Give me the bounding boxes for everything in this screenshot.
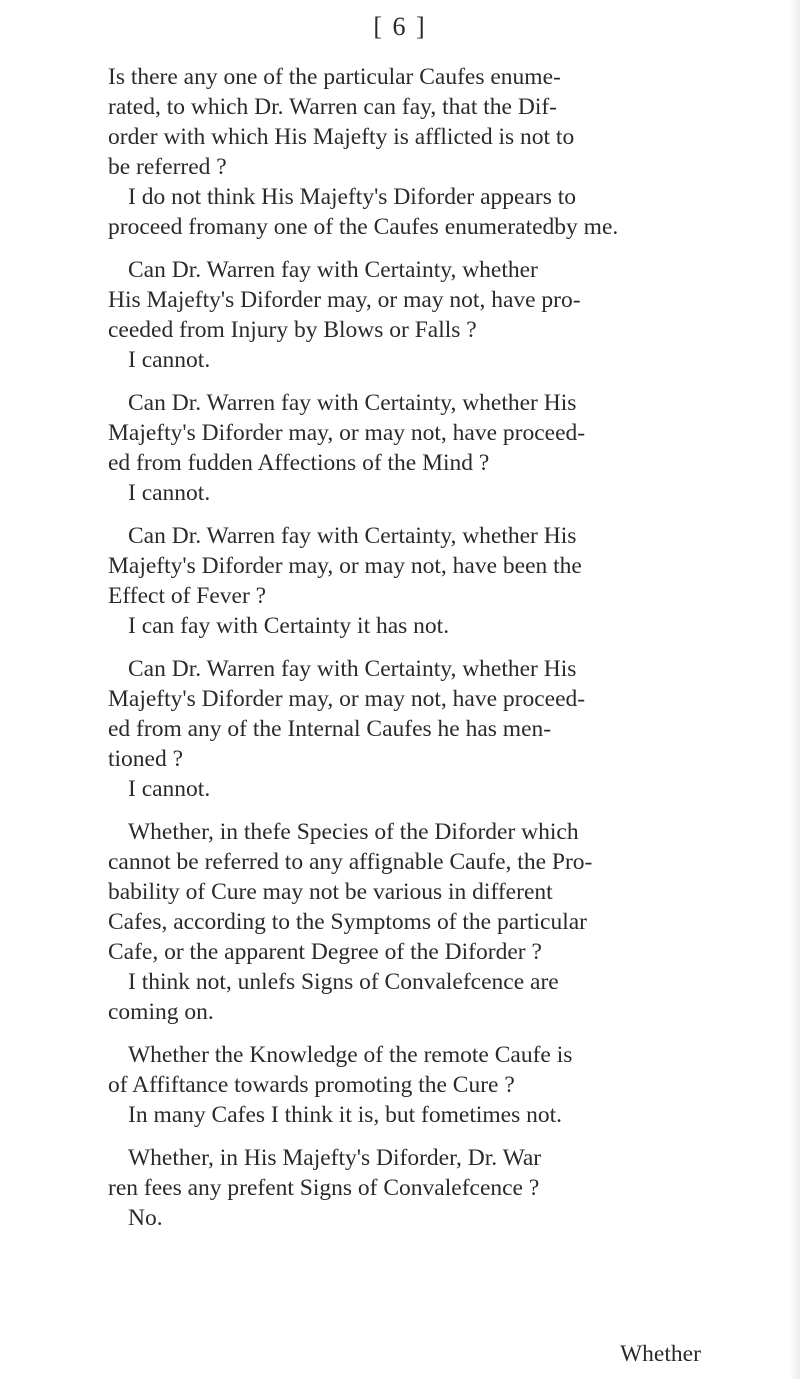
- paragraph-gap: [108, 1130, 708, 1143]
- answer-line: coming on.: [108, 999, 214, 1025]
- question-line: bability of Cure may not be various in different: [108, 879, 553, 905]
- question-line: Can Dr. Warren fay with Certainty, whether His: [128, 523, 577, 549]
- question-line: Can Dr. Warren fay with Certainty, whether: [128, 257, 538, 283]
- qa-paragraph: [108, 654, 708, 804]
- question-line: ceeded from Injury by Blows or Falls ?: [108, 317, 477, 343]
- question-line: Majefty's Diforder may, or may not, have been the: [108, 553, 582, 579]
- qa-paragraph: [108, 1040, 708, 1130]
- paragraph-gap: [108, 641, 708, 654]
- question-line: Whether the Knowledge of the remote Caufe is: [128, 1042, 573, 1068]
- paragraph-gap: [108, 375, 708, 388]
- question-line: cannot be referred to any affignable Caufe, the Pro-: [108, 849, 593, 875]
- question-line: Cafe, or the apparent Degree of the Diforder ?: [108, 939, 542, 965]
- text-block: [108, 62, 708, 1233]
- question-line: ren fees any prefent Signs of Convalefcence ?: [108, 1175, 540, 1201]
- question-line: Whether, in His Majefty's Diforder, Dr. War: [128, 1145, 542, 1171]
- page-edge-shadow: [790, 0, 800, 1379]
- question-line: Cafes, according to the Symptoms of the particular: [108, 909, 588, 935]
- answer-line: I cannot.: [128, 480, 211, 506]
- question-line: Is there any one of the particular Caufes enume-: [108, 64, 561, 90]
- qa-paragraph: [108, 521, 708, 641]
- answer-line: I do not think His Majefty's Diforder appears to: [128, 184, 577, 210]
- question-line: ed from fudden Affections of the Mind ?: [108, 450, 490, 476]
- question-line: Majefty's Diforder may, or may not, have proceed-: [108, 420, 586, 446]
- answer-line: I think not, unlefs Signs of Convalefcence are: [128, 969, 559, 995]
- question-line: Whether, in thefe Species of the Diforder which: [128, 819, 579, 845]
- question-line: of Affiftance towards promoting the Cure ?: [108, 1072, 515, 1098]
- question-line: Can Dr. Warren fay with Certainty, whether His: [128, 656, 577, 682]
- answer-line: proceed fromany one of the Caufes enumeratedby me.: [108, 214, 619, 240]
- question-line: Effect of Fever ?: [108, 583, 267, 609]
- paragraph-gap: [108, 804, 708, 817]
- question-line: be referred ?: [108, 154, 227, 180]
- question-line: ed from any of the Internal Caufes he has men-: [108, 716, 552, 742]
- qa-paragraph: [108, 388, 708, 508]
- catchword: Whether: [620, 1341, 701, 1367]
- page-number: [ 6 ]: [373, 12, 427, 41]
- qa-paragraph: [108, 817, 708, 1027]
- paragraph-gap: [108, 508, 708, 521]
- qa-paragraph: [108, 62, 708, 242]
- question-line: Majefty's Diforder may, or may not, have proceed-: [108, 686, 586, 712]
- answer-line: In many Cafes I think it is, but fometimes not.: [128, 1102, 563, 1128]
- question-line: Can Dr. Warren fay with Certainty, whether His: [128, 390, 577, 416]
- answer-line: I can fay with Certainty it has not.: [128, 613, 450, 639]
- qa-paragraph: [108, 1143, 708, 1233]
- answer-line: I cannot.: [128, 347, 211, 373]
- answer-line: No.: [128, 1205, 163, 1231]
- qa-paragraph: [108, 255, 708, 375]
- paragraph-gap: [108, 1027, 708, 1040]
- question-line: order with which His Majefty is afflicted is not to: [108, 124, 575, 150]
- question-line: rated, to which Dr. Warren can fay, that the Dif-: [108, 94, 558, 120]
- paragraph-gap: [108, 242, 708, 255]
- question-line: tioned ?: [108, 746, 184, 772]
- question-line: His Majefty's Diforder may, or may not, have pro-: [108, 287, 581, 313]
- answer-line: I cannot.: [128, 776, 211, 802]
